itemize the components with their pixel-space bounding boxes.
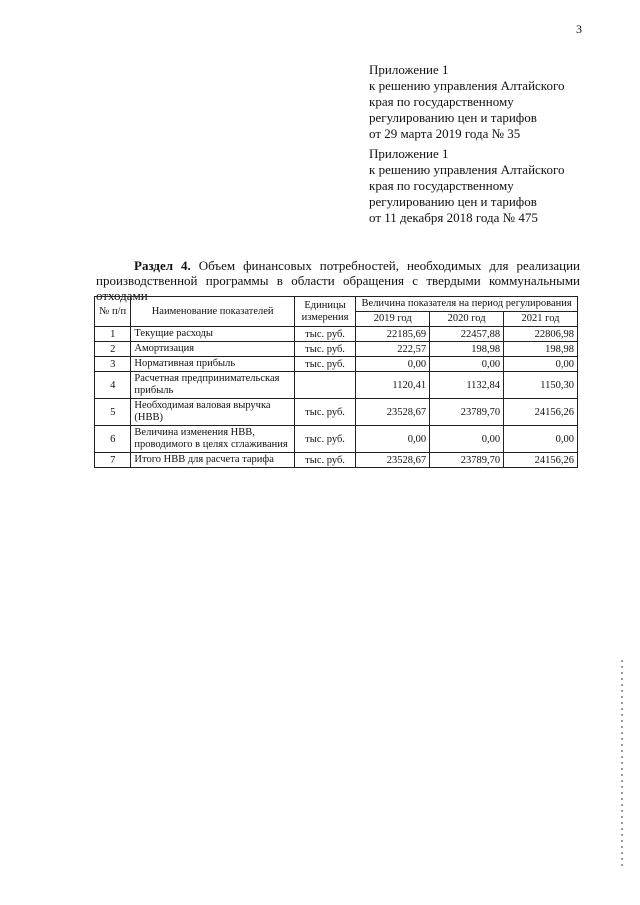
row-value-2019: 23528,67 bbox=[356, 399, 430, 426]
row-number: 6 bbox=[95, 426, 131, 453]
row-number: 7 bbox=[95, 453, 131, 468]
page-number: 3 bbox=[576, 22, 582, 36]
table-row bbox=[95, 357, 578, 372]
row-value-2019: 0,00 bbox=[356, 426, 430, 453]
appendix-line: Приложение 1 bbox=[369, 146, 449, 161]
financial-needs-table bbox=[94, 296, 578, 468]
row-value-2021: 0,00 bbox=[504, 357, 578, 372]
row-value-2020: 0,00 bbox=[430, 426, 504, 453]
section-text: Объем финансовых потребностей, необходимых для реализации производственной программы в области обращения с твердыми коммунальными отходами bbox=[96, 258, 580, 303]
row-value-2019: 22185,69 bbox=[356, 327, 430, 342]
appendix-line: Приложение 1 bbox=[369, 62, 449, 77]
header-year-2021: 2021 год bbox=[504, 312, 578, 327]
header-num: № п/п bbox=[95, 297, 131, 327]
row-value-2020: 23789,70 bbox=[430, 453, 504, 468]
row-value-2021: 198,98 bbox=[504, 342, 578, 357]
row-value-2021: 0,00 bbox=[504, 426, 578, 453]
row-unit: тыс. руб. bbox=[294, 327, 355, 342]
row-value-2019: 222,57 bbox=[356, 342, 430, 357]
header-year-2020: 2020 год bbox=[430, 312, 504, 327]
row-value-2019: 23528,67 bbox=[356, 453, 430, 468]
appendix-line: к решению управления Алтайского bbox=[369, 162, 565, 177]
row-value-2020: 23789,70 bbox=[430, 399, 504, 426]
table-row bbox=[95, 372, 578, 399]
header-name: Наименование показателей bbox=[131, 297, 294, 327]
row-value-2019: 0,00 bbox=[356, 357, 430, 372]
table-row bbox=[95, 426, 578, 453]
row-number: 2 bbox=[95, 342, 131, 357]
appendix-line: к решению управления Алтайского bbox=[369, 78, 565, 93]
row-name: Текущие расходы bbox=[131, 327, 294, 342]
row-unit: тыс. руб. bbox=[294, 342, 355, 357]
header-year-2019: 2019 год bbox=[356, 312, 430, 327]
row-unit: тыс. руб. bbox=[294, 399, 355, 426]
row-name: Итого НВВ для расчета тарифа bbox=[131, 453, 294, 468]
row-name: Расчетная предпринимательская прибыль bbox=[131, 372, 294, 399]
appendix-line: края по государственному bbox=[369, 178, 514, 193]
row-value-2021: 24156,26 bbox=[504, 453, 578, 468]
appendix-line: регулированию цен и тарифов bbox=[369, 110, 537, 125]
appendix-line: края по государственному bbox=[369, 94, 514, 109]
appendix-block-1 bbox=[369, 62, 619, 142]
row-number: 5 bbox=[95, 399, 131, 426]
row-value-2021: 1150,30 bbox=[504, 372, 578, 399]
table-row bbox=[95, 342, 578, 357]
header-period: Величина показателя на период регулирования bbox=[356, 297, 578, 312]
table-row bbox=[95, 327, 578, 342]
row-number: 4 bbox=[95, 372, 131, 399]
row-name: Величина изменения НВВ, проводимого в целях сглаживания bbox=[131, 426, 294, 453]
margin-scan-marks bbox=[621, 660, 623, 870]
row-unit bbox=[294, 372, 355, 399]
row-value-2020: 0,00 bbox=[430, 357, 504, 372]
row-value-2021: 24156,26 bbox=[504, 399, 578, 426]
row-unit: тыс. руб. bbox=[294, 453, 355, 468]
row-name: Амортизация bbox=[131, 342, 294, 357]
row-name: Нормативная прибыль bbox=[131, 357, 294, 372]
row-unit: тыс. руб. bbox=[294, 426, 355, 453]
row-value-2020: 1132,84 bbox=[430, 372, 504, 399]
section-label: Раздел 4. bbox=[134, 258, 191, 273]
appendix-line: от 29 марта 2019 года № 35 bbox=[369, 126, 521, 141]
row-value-2020: 22457,88 bbox=[430, 327, 504, 342]
appendix-block-2 bbox=[369, 146, 619, 226]
row-value-2019: 1120,41 bbox=[356, 372, 430, 399]
appendix-line: регулированию цен и тарифов bbox=[369, 194, 537, 209]
table-row bbox=[95, 453, 578, 468]
header-unit: Единицы измерения bbox=[294, 297, 355, 327]
row-unit: тыс. руб. bbox=[294, 357, 355, 372]
row-value-2020: 198,98 bbox=[430, 342, 504, 357]
appendix-line: от 11 декабря 2018 года № 475 bbox=[369, 210, 538, 225]
row-name: Необходимая валовая выручка (НВВ) bbox=[131, 399, 294, 426]
row-number: 1 bbox=[95, 327, 131, 342]
table-row bbox=[95, 399, 578, 426]
row-number: 3 bbox=[95, 357, 131, 372]
row-value-2021: 22806,98 bbox=[504, 327, 578, 342]
